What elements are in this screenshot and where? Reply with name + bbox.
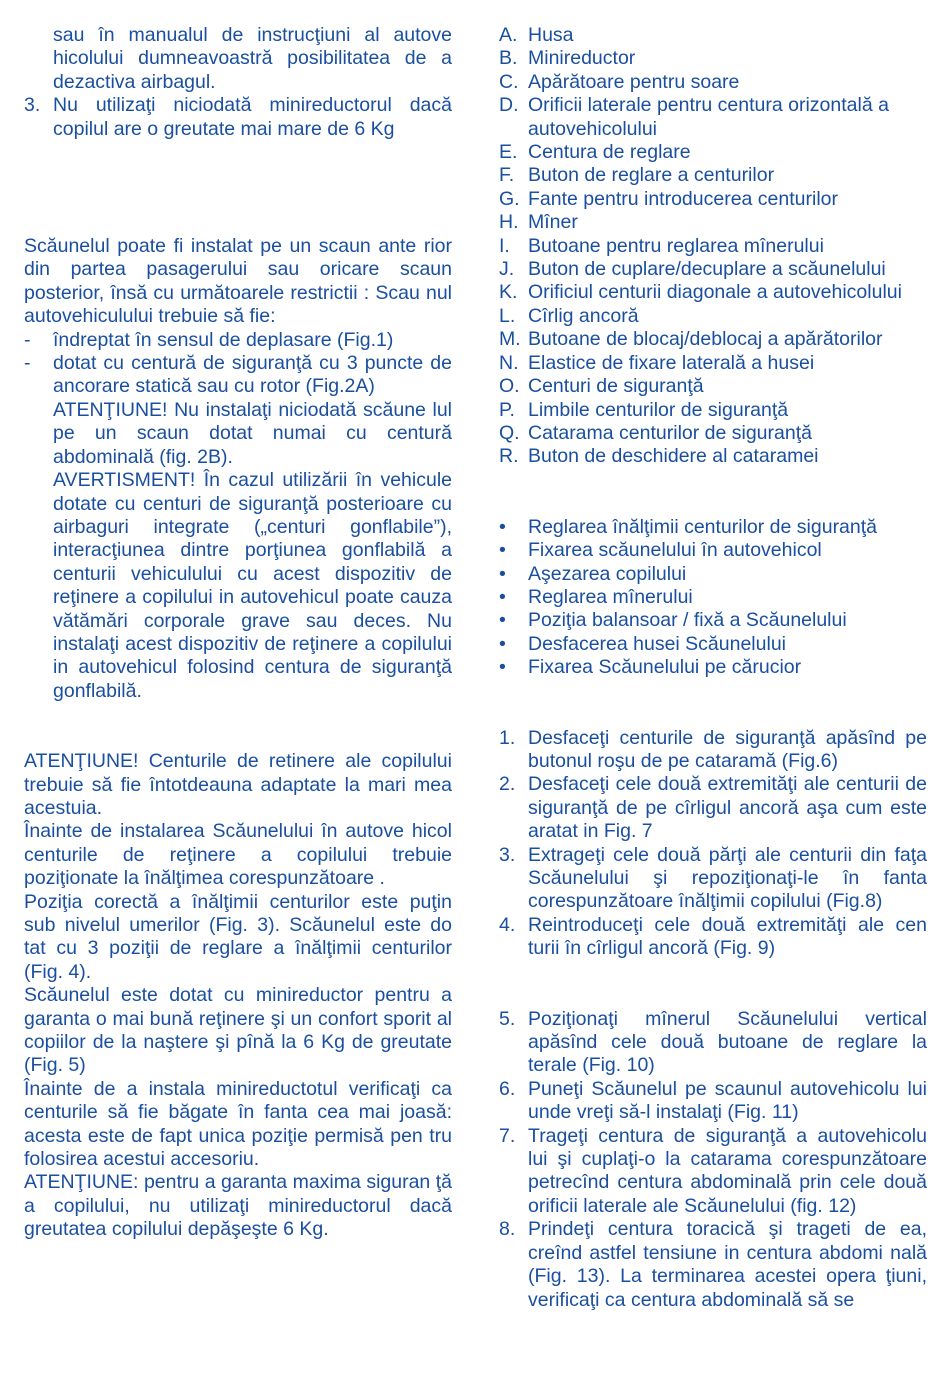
list-marker: 7. [499, 1124, 516, 1147]
list-marker: P. [499, 398, 515, 421]
list-item [499, 24, 927, 47]
belt-paragraph: Înainte de instalarea Scăunelului în autove hicol centurile de reţinere a copilului trebuie poziţionate la înălţimea corespunzătoare . [24, 820, 452, 890]
list-item [499, 1218, 927, 1312]
bullet-marker: • [499, 609, 506, 632]
list-marker: 6. [499, 1077, 516, 1100]
steps-list-fixing [499, 1008, 927, 1312]
list-item [499, 94, 927, 141]
list-text: Aşezarea copilului [528, 562, 687, 585]
list-item [499, 235, 927, 258]
list-item [499, 188, 927, 211]
list-marker: Q. [499, 421, 520, 444]
list-item [499, 727, 927, 774]
list-item [499, 305, 927, 328]
list-item [499, 47, 927, 70]
list-text: dotat cu centură de siguranţă cu 3 puncte de ancorare statică sau cu rotor (Fig.2A) [53, 352, 452, 398]
list-marker: K. [499, 281, 518, 304]
list-item [499, 352, 927, 375]
list-item [499, 516, 927, 539]
list-marker: G. [499, 187, 520, 210]
list-item [499, 71, 927, 94]
list-text: Elastice de fixare laterală a husei [528, 351, 815, 374]
list-item [499, 1078, 927, 1125]
list-text: Limbile centurilor de siguranţă [528, 398, 789, 421]
list-marker: I. [499, 234, 510, 257]
list-item [499, 422, 927, 445]
list-text: Buton de reglare a centurilor [528, 164, 775, 187]
list-text: Nu utilizaţi niciodată minireductorul dacă copilul are o greutate mai mare de 6 Kg [53, 94, 452, 140]
list-marker: - [24, 352, 31, 375]
warning-paragraph: AVERTISMENT! În cazul utilizării în vehicule dotate cu centuri de siguranţă posterioare cu airbaguri integrate („centuri gonflabile”), interacţiunea dintre porţiunea gonflabilă a centurii vehiculului cu acest dispozitiv de reţinere a copilului in autovehicul poate cauza vătămări corporale grave sau deces. Nu instalaţi acest dispozitiv de reţinere a copilului in autovehicul folosind centura de siguranţă gonflabilă. [53, 469, 452, 702]
list-marker: J. [499, 258, 515, 281]
install-paragraph: Scăunelul poate fi instalat pe un scaun ante rior din partea pasagerului sau oricare scaun posterior, însă cu următoarele restrictii : Scau nul autovehiculului trebuie să fie: [24, 235, 452, 328]
list-item [24, 352, 452, 399]
list-item [499, 211, 927, 234]
list-text: Apărătoare pentru soare [528, 70, 740, 93]
bullet-marker: • [499, 585, 506, 608]
list-text: Puneţi Scăunelul pe scaunul autovehicolu lui unde vreţi să-l instalaţi (Fig. 11) [528, 1077, 927, 1124]
list-marker: 2. [499, 773, 516, 796]
list-text: Minireductor [528, 47, 636, 70]
list-text: Husa [528, 24, 574, 46]
list-marker: N. [499, 351, 519, 374]
list-marker: R. [499, 445, 519, 468]
list-text: Fixarea scăunelului în autovehicol [528, 539, 822, 562]
bullet-marker: • [499, 656, 506, 679]
list-item [499, 164, 927, 187]
list-text: Butoane de blocaj/deblocaj a apărătorilor [528, 328, 883, 351]
list-text: îndreptat în sensul de deplasare (Fig.1) [53, 328, 394, 351]
list-item [499, 445, 927, 468]
list-marker: M. [499, 328, 521, 351]
warning-paragraph: ATENŢIUNE! Nu instalaţi niciodată scăune lul pe un scaun dotat numai cu centură abdominală (fig. 2B). [53, 398, 452, 468]
list-item [24, 94, 452, 141]
list-item [499, 141, 927, 164]
list-text: Fixarea Scăunelului pe cărucior [528, 656, 802, 679]
list-text: Catarama centurilor de siguranţă [528, 421, 812, 444]
bullet-marker: • [499, 539, 506, 562]
bullet-marker: • [499, 562, 506, 585]
list-item [24, 329, 452, 352]
list-item [499, 375, 927, 398]
belt-paragraph: ATENŢIUNE! Centurile de retinere ale copilului trebuie să fie întotdeauna adaptate la mari mea acestuia. [24, 750, 452, 819]
list-text: Buton de deschidere al cataramei [528, 445, 819, 468]
list-marker: 5. [499, 1007, 516, 1030]
bullet-marker: • [499, 632, 506, 655]
list-item [499, 773, 927, 843]
belt-paragraph: ATENŢIUNE: pentru a garanta maxima siguran ţă a copilului, nu utilizaţi minireductorul dacă greutatea copilului depăşeşte 6 Kg. [24, 1171, 452, 1241]
list-marker: A. [499, 24, 518, 46]
steps-list-belts [499, 727, 927, 961]
list-item [499, 399, 927, 422]
list-item [499, 633, 927, 656]
list-text: Cîrlig ancoră [528, 304, 639, 327]
right-column [499, 24, 927, 1312]
bullet-marker: • [499, 515, 506, 538]
list-marker: - [24, 328, 31, 351]
list-item [499, 258, 927, 281]
list-text: Desfaceţi centurile de siguranţă apăsînd pe butonul roşu de pe cataramă (Fig.6) [528, 726, 927, 772]
list-marker: 8. [499, 1218, 516, 1241]
list-marker: E. [499, 141, 518, 164]
list-item [499, 1125, 927, 1219]
list-marker: 4. [499, 913, 516, 936]
list-text: Reintroduceţi cele două extremităţi ale cen turii în cîrligul ancoră (Fig. 9) [528, 913, 927, 960]
left-column [24, 24, 452, 1242]
list-marker: C. [499, 70, 519, 93]
list-item [499, 656, 927, 679]
list-text: Poziţionaţi mînerul Scăunelului vertical apăsînd cele două butoane de reglare la terale (Fig. 10) [528, 1007, 927, 1077]
list-text: Poziţia balansoar / fixă a Scăunelului [528, 609, 847, 632]
belt-paragraph: Înainte de a instala minireductotul verificaţi ca centurile să fie băgate în fanta cea mai joasă: acesta este de fapt unica poziţie permisă pen tru folosirea acestui accesoriu. [24, 1077, 452, 1171]
list-marker: H. [499, 211, 519, 234]
list-text: Butoane pentru reglarea mînerului [528, 234, 824, 257]
list-text: Desfacerea husei Scăunelului [528, 632, 786, 655]
list-text: Reglarea mînerului [528, 585, 693, 608]
list-marker: 3. [24, 94, 41, 117]
list-item [499, 609, 927, 632]
list-item [499, 844, 927, 914]
list-text: Trageţi centura de siguranţă a autovehicolu lui şi cuplaţi-o la catarama corespunzătoare petrecînd centura abdominală prin cele două orificii laterale ale Scăunelului (fig. 12) [528, 1124, 927, 1217]
list-marker: F. [499, 164, 515, 187]
list-item [499, 914, 927, 961]
list-marker: O. [499, 375, 520, 398]
list-marker: 1. [499, 726, 516, 749]
list-text: Orificiul centurii diagonale a autovehicolului [528, 281, 902, 304]
list-text: Extrageţi cele două părţi ale centurii din faţa Scăunelului şi repoziţionaţi-le în fanta corespunzătoare înălţimii copilului (Fig.8) [528, 843, 927, 913]
list-item [499, 539, 927, 562]
list-text: Mîner [528, 211, 578, 234]
list-item [499, 586, 927, 609]
list-text: Centuri de siguranţă [528, 375, 704, 398]
list-text: Prindeţi centura toracică şi trageti de ea, creînd astfel tensiune in centura abdomi nală (Fig. 13). La terminarea acestei opera ţiuni, verificaţi ca centura abdominală să se [528, 1218, 927, 1311]
list-marker: 3. [499, 843, 516, 866]
contents-list [499, 516, 927, 680]
parts-list [499, 24, 927, 469]
list-item [499, 328, 927, 351]
list-marker: L. [499, 304, 516, 327]
list-marker: B. [499, 47, 518, 70]
list-text: Centura de reglare [528, 141, 691, 164]
intro-continuation: sau în manualul de instrucţiuni al autove hicolului dumneavoastră posibilitatea de a dezactiva airbagul. [53, 24, 452, 93]
list-text: Reglarea înălţimii centurilor de siguranţă [528, 515, 878, 538]
list-item [499, 1008, 927, 1078]
list-text: Orificii laterale pentru centura orizontală a autovehicolului [528, 94, 889, 140]
belt-paragraph: Poziţia corectă a înălţimii centurilor este puţin sub nivelul umerilor (Fig. 3). Scăunelul este do tat cu 3 poziţii de reglare a înălţimii centurilor (Fig. 4). [24, 890, 452, 983]
list-item [499, 563, 927, 586]
list-text: Desfaceţi cele două extremităţi ale centurii de siguranţă de pe cîrligul ancoră aşa cum este aratat in Fig. 7 [528, 773, 927, 843]
list-text: Fante pentru introducerea centurilor [528, 187, 839, 210]
list-item [499, 281, 927, 304]
list-marker: D. [499, 94, 519, 117]
list-text: Buton de cuplare/decuplare a scăunelului [528, 258, 886, 281]
belt-paragraph: Scăunelul este dotat cu minireductor pentru a garanta o mai bună reţinere şi un confort sporit al copiilor de la naştere şi pînă la 6 Kg de greutate (Fig. 5) [24, 984, 452, 1077]
